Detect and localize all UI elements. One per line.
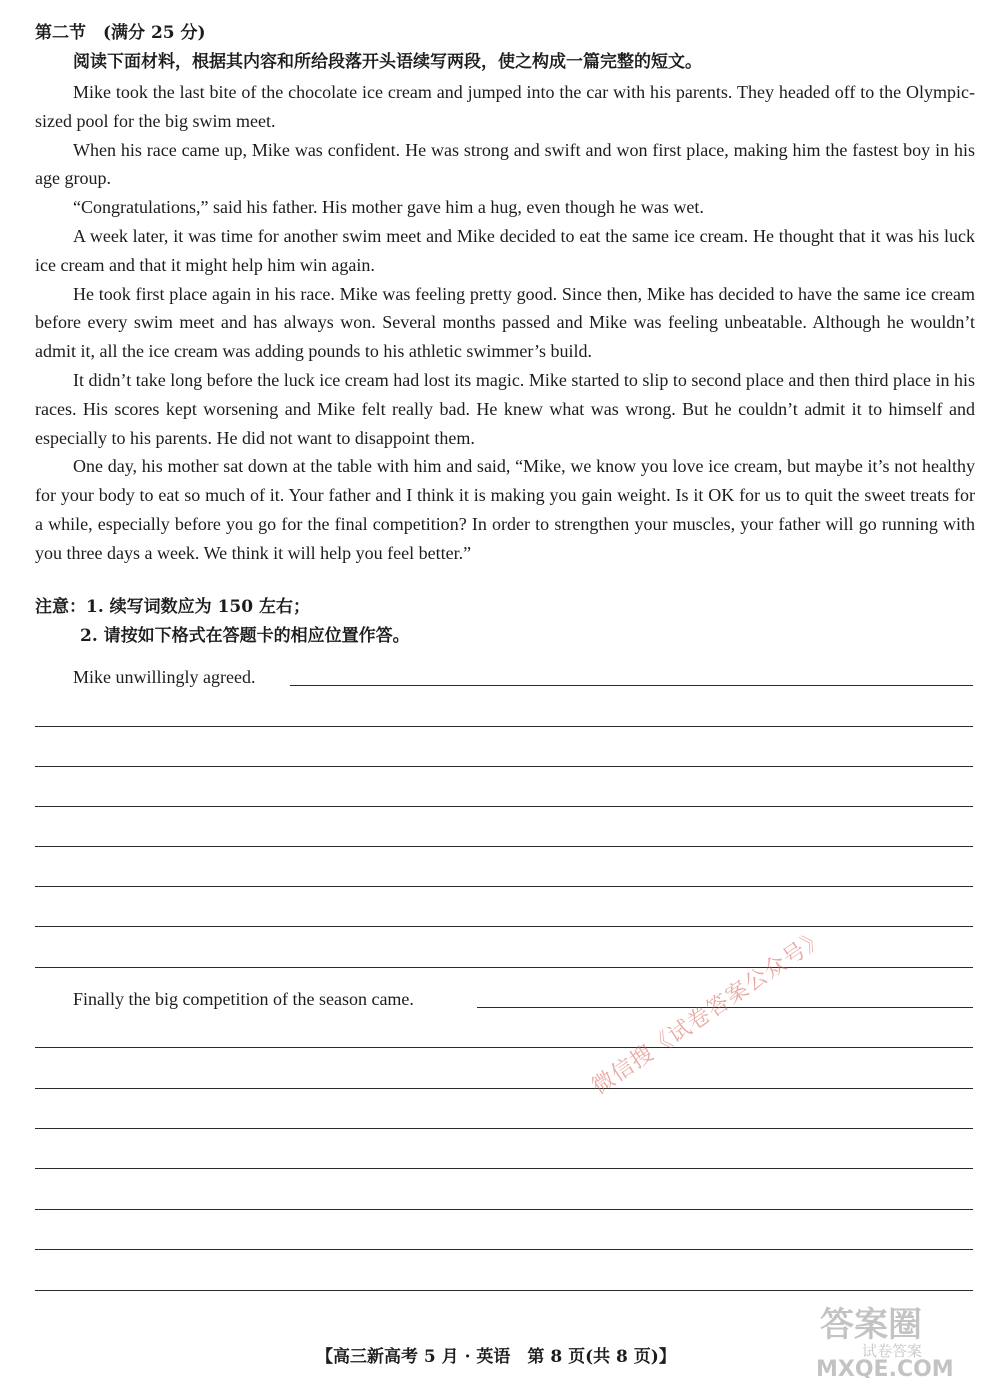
answer-line[interactable]: [35, 1209, 973, 1210]
mxqe-logo: [812, 1292, 982, 1378]
logo-sub-text: 试卷答案: [862, 1342, 923, 1360]
answer-line[interactable]: [35, 726, 973, 727]
paragraph-1-opening: Mike unwillingly agreed.: [73, 667, 256, 687]
page-footer: 【高三新高考 5 月 · 英语 第 8 页(共 8 页)】: [316, 1347, 676, 1367]
answer-line[interactable]: [35, 926, 973, 927]
passage-paragraph: When his race came up, Mike was confident. He was strong and swift and won first place, making him the fastest boy in his age group.: [35, 139, 975, 189]
notes-item-2: 2. 请按如下格式在答题卡的相应位置作答。: [80, 626, 410, 646]
instruction: 阅读下面材料，根据其内容和所给段落开头语续写两段，使之构成一篇完整的短文。: [73, 52, 702, 72]
answer-line[interactable]: [35, 1128, 973, 1129]
section-title: 第二节 (满分 25 分): [35, 23, 206, 43]
answer-line[interactable]: [35, 1047, 973, 1048]
answer-line[interactable]: [35, 967, 973, 968]
passage-paragraph: Mike took the last bite of the chocolate ice cream and jumped into the car with his parents. They headed off to the Olympic-sized pool for the big swim meet.: [35, 82, 975, 131]
passage-paragraph: It didn’t take long before the luck ice cream had lost its magic. Mike started to slip to second place and then third place in his races. His scores kept worsening and Mike felt really bad. He knew what was wrong. But he couldn’t admit it to himself and especially to his parents. He did not want to disappoint them.: [35, 369, 975, 448]
answer-line[interactable]: [35, 846, 973, 847]
watermark-text: 微信搜《试卷答案公众号》: [587, 924, 831, 1100]
reading-passage: [35, 78, 975, 568]
passage-paragraph: One day, his mother sat down at the table with him and said, “Mike, we know you love ice cream, but maybe it’s not healthy for your body to eat so much of it. Your father and I think it is making you gain weight. Is it OK for us to quit the sweet treats for a while, especially before you go for the final competition? In order to strengthen your muscles, your father will go running with you three days a week. We think it will help you feel better.”: [35, 456, 975, 563]
answer-line[interactable]: [35, 1088, 973, 1089]
passage-paragraph: A week later, it was time for another swim meet and Mike decided to eat the same ice cream. He thought that it was his luck ice cream and that it might help him win again.: [35, 225, 975, 275]
answer-line[interactable]: [35, 1290, 973, 1291]
notes-title: 注意：1. 续写词数应为 150 左右；: [35, 597, 310, 617]
answer-line[interactable]: [35, 886, 973, 887]
logo-main-text: 答案圈: [820, 1305, 922, 1345]
answer-line[interactable]: [35, 1168, 973, 1169]
logo-domain-text: MXQE.COM: [816, 1357, 954, 1378]
answer-line[interactable]: [35, 766, 973, 767]
answer-line[interactable]: [35, 1249, 973, 1250]
answer-line[interactable]: [290, 685, 973, 686]
paragraph-2-opening: Finally the big competition of the season came.: [73, 989, 414, 1009]
answer-line[interactable]: [35, 806, 973, 807]
passage-paragraph: He took first place again in his race. Mike was feeling pretty good. Since then, Mike has decided to have the same ice cream before every swim meet and has always won. Several months passed and Mike was feeling unbeatable. Although he wouldn’t admit it, all the ice cream was adding pounds to his athletic swimmer’s build.: [35, 283, 975, 362]
passage-paragraph: “Congratulations,” said his father. His mother gave him a hug, even though he was wet.: [73, 197, 704, 218]
